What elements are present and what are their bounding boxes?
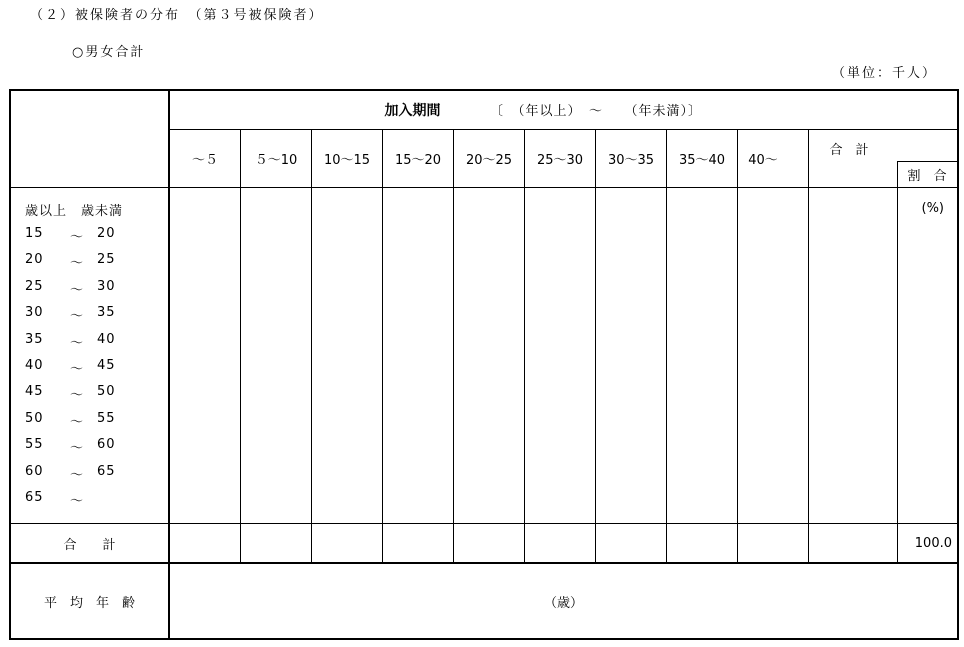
- age-sep: ～: [70, 256, 85, 271]
- grid-line: [897, 162, 898, 563]
- grid-line: [524, 130, 525, 563]
- age-to: 45: [97, 358, 116, 373]
- grid-line: [453, 130, 454, 563]
- section-title: （２）被保険者の分布 （第３号被保険者）: [30, 8, 324, 23]
- col-header-total: 合 計: [829, 142, 869, 158]
- age-from: 20: [25, 252, 44, 267]
- age-sep: ～: [70, 336, 85, 351]
- age-to: 25: [97, 252, 116, 267]
- total-ratio-value: 100.0: [914, 535, 952, 551]
- age-to: 20: [97, 226, 116, 241]
- col-header-8: 35～40: [678, 153, 726, 168]
- avg-age-unit: （歳）: [543, 596, 583, 611]
- age-sep: ～: [70, 494, 85, 509]
- age-sep: ～: [70, 468, 85, 483]
- subtitle: ○男女合計: [72, 45, 146, 60]
- grid-line: [666, 130, 667, 563]
- age-from: 60: [25, 464, 44, 479]
- col-header-7: 30～35: [607, 153, 655, 168]
- table-title: [340, 90, 485, 129]
- col-header-5: 20～25: [465, 153, 513, 168]
- title-range-text: 〔 （年以上） ～ （年未満）〕: [490, 104, 703, 119]
- avg-age-label: 平 均 年 齢: [43, 596, 135, 611]
- col-header-ratio: 割 合: [907, 169, 947, 184]
- age-sep: ～: [70, 230, 85, 245]
- grid-line: [808, 130, 809, 563]
- age-from: 55: [25, 437, 44, 452]
- col-header-3: 10～15: [323, 153, 371, 168]
- age-to: 55: [97, 411, 116, 426]
- age-from: 45: [25, 384, 44, 399]
- col-header-9: 40～: [748, 153, 778, 168]
- age-from: 30: [25, 305, 44, 320]
- age-header: 歳以上 歳未満: [25, 204, 124, 219]
- grid-line: [311, 130, 312, 563]
- age-sep: ～: [70, 415, 85, 430]
- age-to: 40: [97, 332, 116, 347]
- age-to: 30: [97, 279, 116, 294]
- age-sep: ～: [70, 362, 85, 377]
- unit-label: （単位：千人）: [832, 66, 938, 81]
- grid-line: [595, 130, 596, 563]
- col-header-4: 15～20: [394, 153, 442, 168]
- age-sep: ～: [70, 441, 85, 456]
- col-header-2: ５～10: [254, 153, 298, 168]
- grid-line: [240, 130, 241, 563]
- age-to: 65: [97, 464, 116, 479]
- age-from: 25: [25, 279, 44, 294]
- table-title-range: [490, 90, 790, 129]
- age-from: 65: [25, 490, 44, 505]
- age-from: 40: [25, 358, 44, 373]
- age-to: 50: [97, 384, 116, 399]
- age-sep: ～: [70, 309, 85, 324]
- age-sep: ～: [70, 388, 85, 403]
- col-header-1: ～５: [191, 153, 218, 168]
- age-from: 35: [25, 332, 44, 347]
- age-to: 60: [97, 437, 116, 452]
- col-header-6: 25～30: [536, 153, 584, 168]
- percent-label: (%): [921, 200, 944, 216]
- grid-line: [382, 130, 383, 563]
- join-period-title: 加入期間: [384, 102, 441, 119]
- total-row-label: 合 計: [63, 537, 116, 553]
- age-from: 50: [25, 411, 44, 426]
- grid-line: [737, 130, 738, 563]
- grid-line: [9, 187, 959, 188]
- age-from: 15: [25, 226, 44, 241]
- age-sep: ～: [70, 283, 85, 298]
- age-to: 35: [97, 305, 116, 320]
